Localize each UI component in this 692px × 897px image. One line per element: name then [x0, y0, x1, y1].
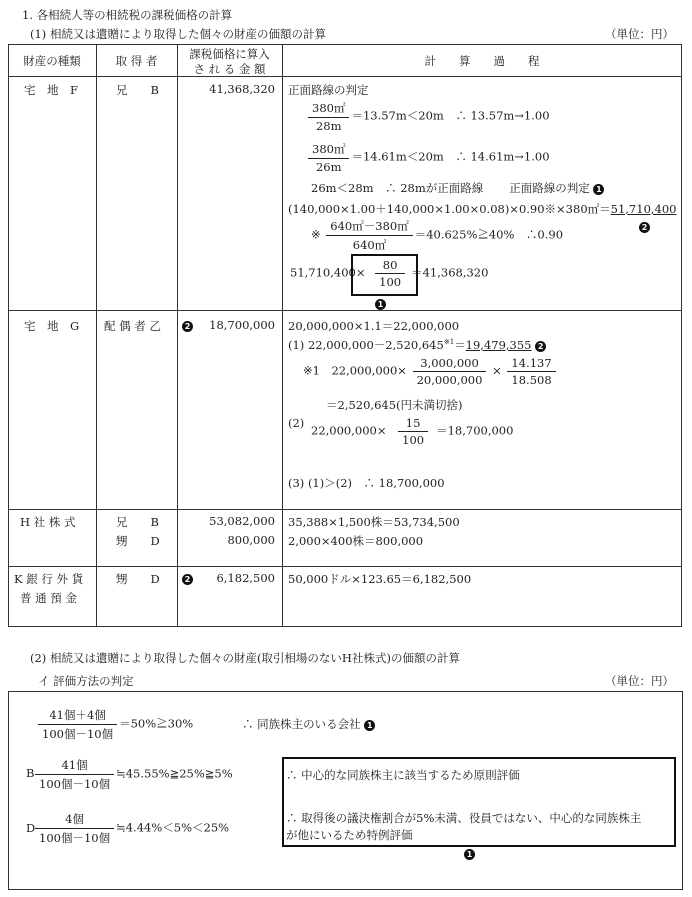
- mark-one-icon: 1: [464, 846, 475, 860]
- row-k-amount: 6,182,500: [216, 571, 275, 585]
- row-f-calc-4: 26m＜28m ∴ 28mが正面路線 正面路線の判定 1: [311, 180, 604, 196]
- row-h-amount-1: 53,082,000: [209, 514, 275, 528]
- row-g-calc-1: 20,000,000×1.1＝22,000,000: [288, 319, 460, 333]
- row-h-kind: H 社 株 式: [20, 515, 76, 529]
- mark-one-icon: 1: [375, 296, 386, 310]
- header-calc: 計 算 過 程: [424, 54, 540, 68]
- row-f-highlight-box: [351, 254, 418, 296]
- row-f-acquirer: 兄 B: [116, 83, 159, 97]
- row-g-calc-4: ＝2,520,645(円未満切捨): [326, 398, 463, 412]
- eval-formula-2: $\frac{\text{41個}}{\text{100個－10個}}$ ≒45.55%≧25%≧5%: [33, 757, 233, 792]
- row-h-acquirer-1: 兄 B: [116, 515, 159, 529]
- eval-conclusion-1: ∴ 同族株主のいる会社 1: [242, 716, 375, 732]
- eval-formula-1: $\frac{\text{41個＋4個}}{\text{100個－10個}}$ ＝50%≧30%: [36, 707, 193, 742]
- row-h-calc-2: 2,000×400株＝800,000: [288, 534, 424, 548]
- mark-two-icon: 2: [182, 318, 193, 332]
- row-g-calc-7: (3) (1)＞(2) ∴ 18,700,000: [288, 476, 445, 490]
- row-k-calc-1: 50,000ドル×123.65＝6,182,500: [288, 572, 472, 586]
- row-f-formula-1: $\frac{380㎡}{28m}$ ＝13.57m＜20m ∴ 13.57m→1.00: [306, 100, 550, 133]
- section-title: 1. 各相続人等の相続税の課税価格の計算: [22, 8, 233, 22]
- row-h-amount-2: 800,000: [227, 533, 275, 547]
- eval-result-1: ∴ 中心的な同族株主に該当するため原則評価: [286, 768, 520, 782]
- eval-result-2b: が他にいるため特例評価: [286, 828, 413, 842]
- row-g-calc-2: (1) $22,000,000-2,520,645^{※1}=19,479,355$ 2: [288, 337, 546, 353]
- row-g-formula-3: 22,000,000× $\frac{15}{100}$ ＝18,700,000: [311, 416, 514, 447]
- mark-one-icon: 1: [593, 184, 604, 195]
- eval-label-d: D: [26, 821, 36, 835]
- row-f-formula-3: ※ $\frac{640㎡-380㎡}{640㎡}$ ＝40.625%≧40% ∴0.90: [311, 219, 564, 252]
- row-g-amount: 18,700,000: [209, 318, 275, 332]
- eval-formula-3: $\frac{\text{4個}}{\text{100個－10個}}$ ≒4.44%＜5%＜25%: [33, 811, 229, 846]
- row-g-kind: 宅 地 G: [24, 319, 80, 333]
- header-kind: 財産の種類: [23, 54, 81, 68]
- row-h-calc-1: 35,388×1,500株＝53,734,500: [288, 515, 460, 529]
- row-k-acquirer: 甥 D: [116, 572, 160, 586]
- eval-label-b: B: [26, 766, 35, 780]
- header-acquirer: 取 得 者: [115, 54, 158, 68]
- row-k-kind-1: K 銀 行 外 貨: [14, 572, 84, 586]
- subsection-2i-title: イ 評価方法の判定: [38, 674, 134, 688]
- row-g-formula-1: ※1 22,000,000× $\frac{3,000,000}{20,000,000}$ × $\frac{14.137}{18.508}$: [303, 356, 558, 387]
- row-k-kind-2: 普 通 預 金: [20, 591, 77, 605]
- eval-result-2a: ∴ 取得後の議決権割合が5%未満、役員ではない、中心的な同族株主: [286, 811, 642, 825]
- row-f-kind: 宅 地 F: [24, 83, 78, 97]
- mark-two-icon: 2: [182, 571, 193, 585]
- row-g-acquirer: 配 偶 者 乙: [104, 319, 161, 333]
- header-amount-line2: さ れ る 金 額: [193, 62, 266, 76]
- row-g-calc-5: (2): [288, 416, 305, 430]
- row-f-formula-4: 51,710,400× $\frac{80}{100}$ ＝41,368,320: [290, 258, 489, 289]
- row-f-amount: 41,368,320: [209, 82, 275, 96]
- subsection-2-title: (2) 相続又は遺贈により取得した個々の財産(取引相場のないH社株式)の価額の計算: [30, 651, 460, 665]
- subsection-title: (1) 相続又は遺贈により取得した個々の財産の価額の計算: [30, 27, 326, 41]
- row-f-calc-5: (140,000×1.00＋140,000×1.00×0.08)×0.90※×380㎡＝51,710,400: [288, 202, 677, 216]
- row-h-acquirer-2: 甥 D: [116, 534, 160, 548]
- unit-label: （単位：円）: [605, 27, 674, 41]
- row-f-calc-1: 正面路線の判定: [288, 83, 369, 97]
- mark-two-icon: 2: [639, 219, 650, 233]
- row-f-formula-2: $\frac{380㎡}{26m}$ ＝14.61m＜20m ∴ 14.61m→1.00: [306, 141, 550, 174]
- header-amount-line1: 課税価格に算入: [189, 47, 270, 61]
- unit-label-2: （単位：円）: [605, 674, 674, 688]
